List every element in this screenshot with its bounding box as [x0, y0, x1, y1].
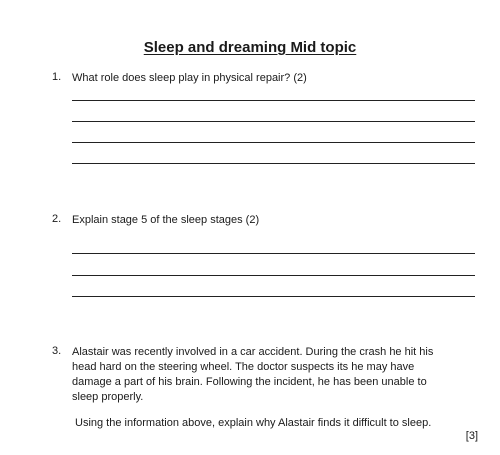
question-3-marks: [3]	[465, 430, 478, 442]
question-1-text: What role does sleep play in physical repair? (2)	[72, 72, 307, 84]
question-1-answer-line-3[interactable]	[72, 142, 475, 143]
question-3-text	[72, 345, 433, 405]
question-1-answer-line-4[interactable]	[72, 163, 475, 164]
question-3-number: 3.	[52, 345, 62, 357]
question-2-answer-line-1[interactable]	[72, 253, 475, 254]
question-3-text-line: head hard on the steering wheel. The doctor suspects its he may have	[72, 361, 415, 373]
question-3-text-line: Alastair was recently involved in a car accident. During the crash he hit his	[72, 346, 434, 358]
question-2-answer-line-3[interactable]	[72, 296, 475, 297]
question-2-answer-line-2[interactable]	[72, 275, 475, 276]
question-2-text: Explain stage 5 of the sleep stages (2)	[72, 214, 260, 226]
question-3-text-line: damage a part of his brain. Following the incident, he has been unable to	[72, 376, 427, 388]
question-1-number: 1.	[52, 71, 62, 83]
question-2-number: 2.	[52, 213, 62, 225]
question-3-prompt: Using the information above, explain why Alastair finds it difficult to sleep.	[75, 417, 432, 429]
question-3-text-line: sleep properly.	[72, 391, 144, 403]
question-1-answer-line-1[interactable]	[72, 100, 475, 101]
worksheet-title: Sleep and dreaming Mid topic	[143, 39, 357, 56]
question-1-answer-line-2[interactable]	[72, 121, 475, 122]
